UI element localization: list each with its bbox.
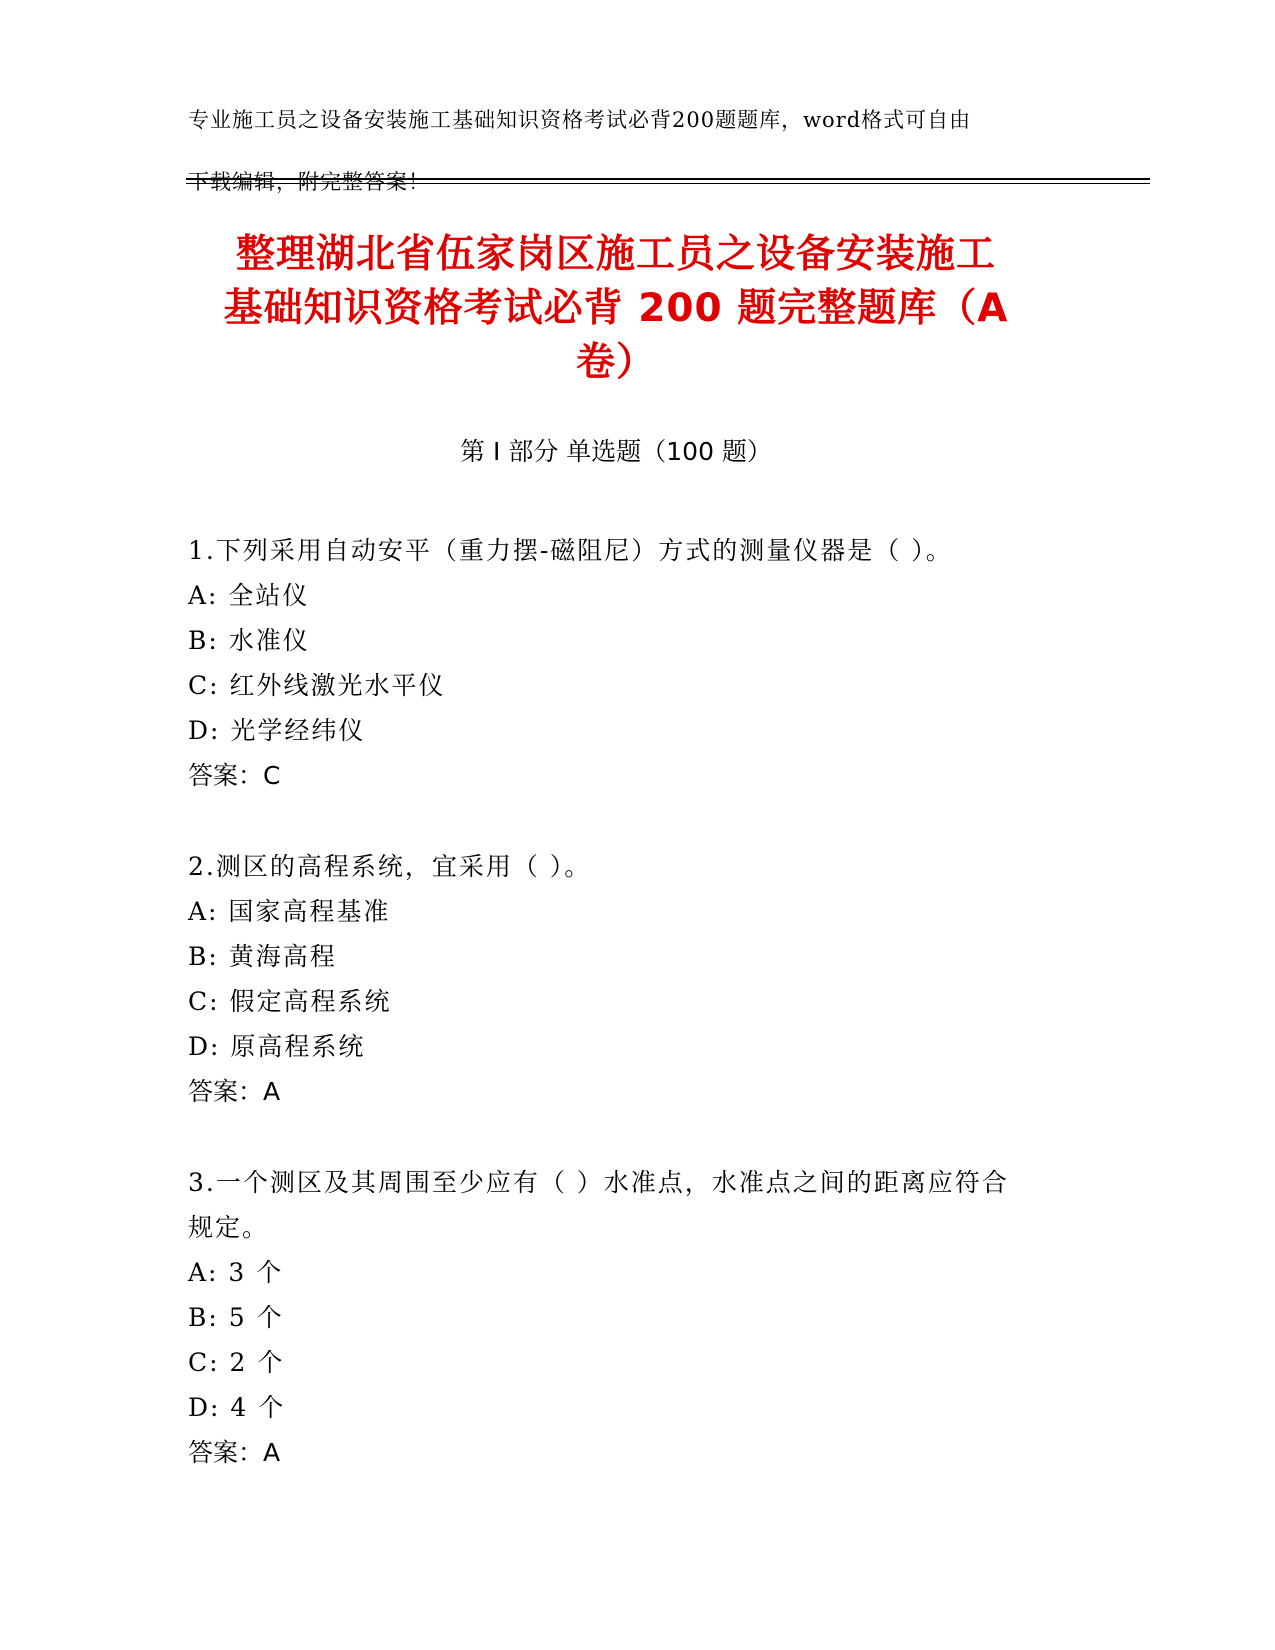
- question-stem: 3.一个测区及其周围至少应有（ ）水准点，水准点之间的距离应符合: [188, 1168, 1009, 1197]
- option-b: B: 5 个: [188, 1303, 284, 1332]
- option-b: B: 黄海高程: [188, 942, 337, 971]
- header-note-line-1: 专业施工员之设备安装施工基础知识资格考试必背200题题库，word格式可自由: [188, 108, 972, 132]
- option-a: A: 全站仪: [188, 581, 310, 610]
- option-c: C: 红外线激光水平仪: [188, 671, 446, 700]
- title-line-2: 基础知识资格考试必背 200 题完整题库（A: [223, 286, 1009, 331]
- question-2: [188, 844, 1088, 1114]
- question-list: [188, 528, 1088, 1521]
- header-note: [188, 74, 1088, 229]
- title-line-1: 整理湖北省伍家岗区施工员之设备安装施工: [235, 232, 996, 277]
- option-a: A: 3 个: [188, 1258, 284, 1287]
- header-note-line-2: 下载编辑，附完整答案！: [188, 170, 430, 194]
- question-1: [188, 528, 1088, 798]
- title-line-3: 卷）: [575, 340, 656, 385]
- option-a: A: 国家高程基准: [188, 897, 391, 926]
- answer: 答案：A: [188, 1077, 281, 1106]
- question-3: [188, 1160, 1088, 1475]
- option-c: C: 2 个: [188, 1348, 285, 1377]
- option-c: C: 假定高程系统: [188, 987, 392, 1016]
- option-b: B: 水准仪: [188, 626, 310, 655]
- option-d: D: 光学经纬仪: [188, 716, 366, 745]
- answer: 答案：A: [188, 1438, 281, 1467]
- answer: 答案：C: [188, 761, 281, 790]
- option-d: D: 4 个: [188, 1393, 286, 1422]
- question-stem-continued: 规定。: [188, 1213, 270, 1242]
- document-title: [186, 228, 1046, 390]
- header-divider: [186, 178, 1150, 184]
- section-title: 第 I 部分 单选题（100 题）: [460, 437, 772, 466]
- question-stem: 2.测区的高程系统，宜采用（ ）。: [188, 852, 592, 881]
- question-stem: 1.下列采用自动安平（重力摆-磁阻尼）方式的测量仪器是（ ）。: [188, 536, 953, 565]
- option-d: D: 原高程系统: [188, 1032, 366, 1061]
